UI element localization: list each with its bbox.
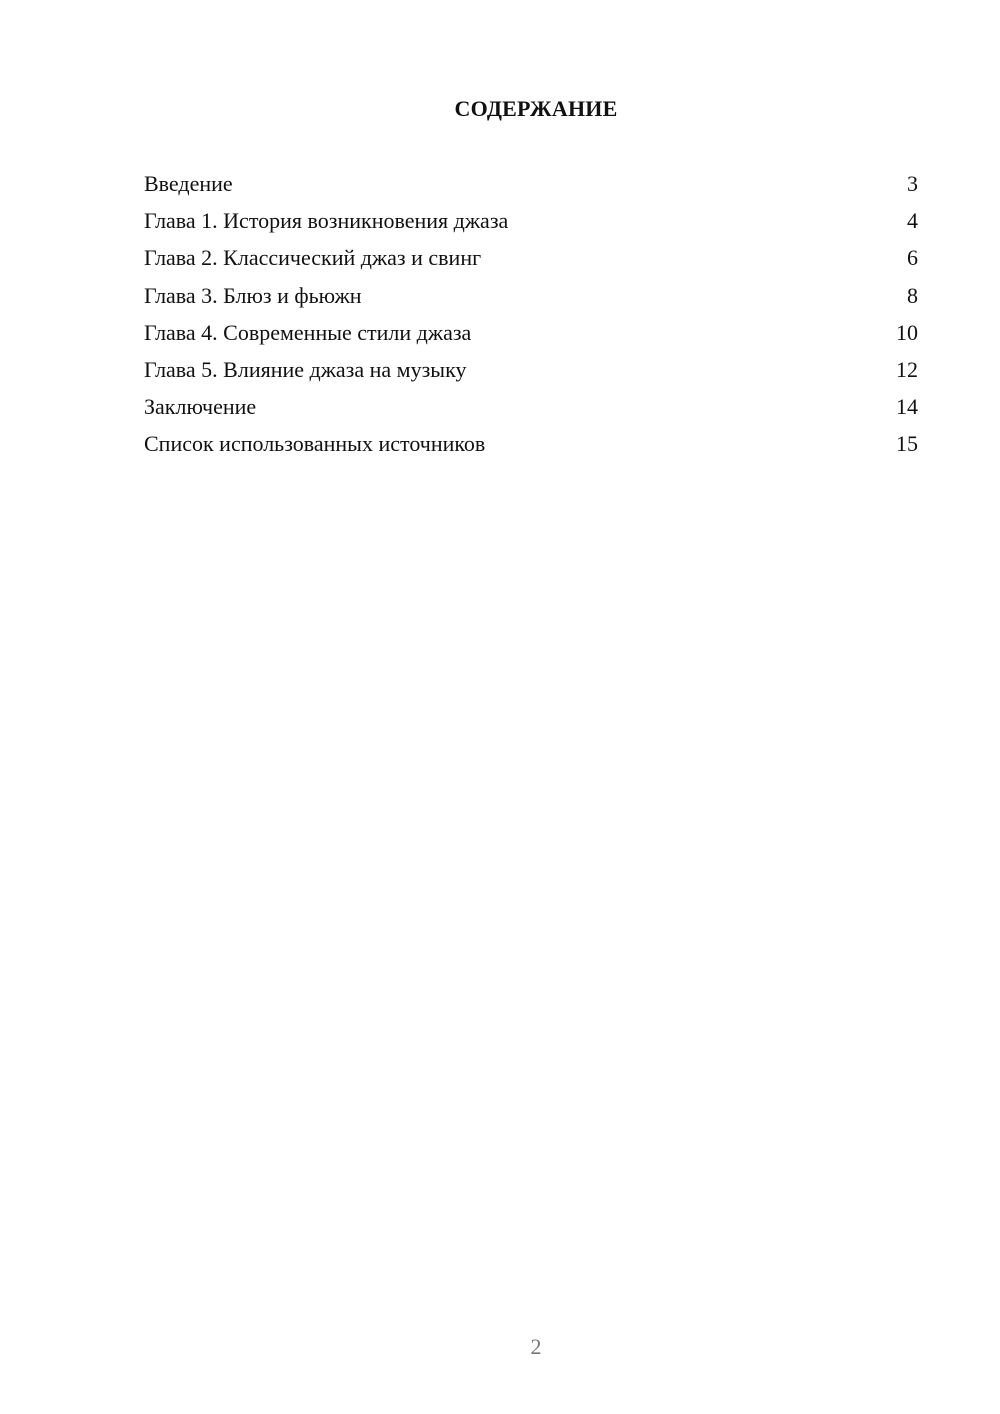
toc-entry-page: 6: [907, 245, 918, 271]
toc-entry-page: 12: [896, 356, 918, 382]
toc-entry: [144, 169, 918, 206]
toc-entry: [144, 206, 918, 243]
toc-entry-label: Глава 5. Влияние джаза на музыку: [144, 356, 467, 382]
toc-entry-label: Список использованных источников: [144, 431, 486, 457]
toc-entry-label: Глава 4. Современные стили джаза: [144, 319, 472, 345]
toc-entry-page: 14: [896, 394, 918, 420]
toc-entry: [144, 281, 918, 318]
toc-entry-page: 8: [907, 282, 918, 308]
toc-entry: [144, 392, 918, 429]
toc-entry-label: Введение: [144, 171, 233, 196]
toc-entry: [144, 355, 918, 392]
toc-entry-label: Глава 3. Блюз и фьюжн: [144, 282, 362, 308]
toc-entry: [144, 318, 918, 355]
toc-entry-page: 4: [907, 208, 918, 234]
toc-entry-page: 10: [896, 319, 918, 345]
toc-entry: [144, 429, 918, 466]
page-number: 2: [530, 1334, 542, 1359]
toc-entry-page: 15: [896, 431, 918, 457]
toc-entry-label: Глава 2. Классический джаз и свинг: [144, 245, 482, 271]
table-of-contents: [144, 169, 918, 467]
toc-entry-label: Глава 1. История возникновения джаза: [144, 208, 509, 234]
toc-entry-label: Заключение: [144, 394, 257, 420]
page-title: СОДЕРЖАНИЕ: [454, 96, 618, 121]
toc-entry: [144, 243, 918, 280]
toc-entry-page: 3: [907, 171, 918, 196]
